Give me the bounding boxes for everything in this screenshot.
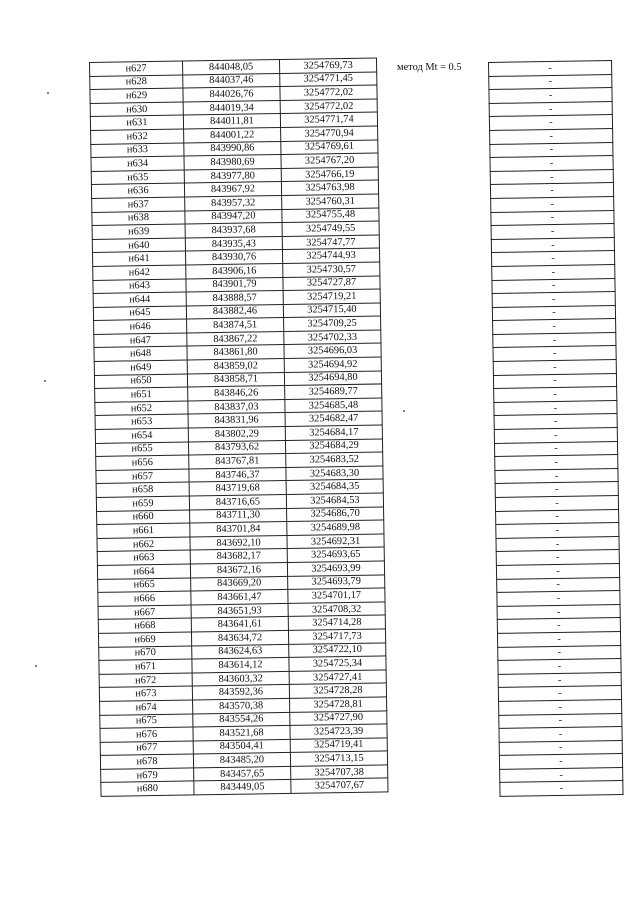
accuracy-cell: -: [499, 740, 622, 756]
y-coordinate-cell: 3254709,25: [284, 316, 381, 331]
y-coordinate-cell: 3254707,38: [291, 765, 388, 780]
x-coordinate-cell: 843614,12: [192, 658, 289, 673]
accuracy-table: [488, 60, 624, 797]
accuracy-cell: -: [493, 360, 616, 376]
x-coordinate-cell: 843592,36: [192, 685, 289, 700]
x-coordinate-cell: 843711,30: [190, 508, 287, 523]
coordinates-table: [89, 57, 389, 796]
y-coordinate-cell: 3254767,20: [281, 153, 378, 168]
y-coordinate-cell: 3254769,61: [281, 140, 378, 155]
x-coordinate-cell: 844048,05: [182, 60, 279, 75]
accuracy-table-body: [489, 61, 624, 797]
accuracy-cell: -: [491, 196, 614, 212]
point-id-cell: н655: [95, 442, 188, 457]
x-coordinate-cell: 843802,29: [188, 426, 285, 441]
point-id-cell: н657: [96, 469, 189, 484]
accuracy-cell: -: [499, 727, 622, 743]
accuracy-cell: -: [496, 563, 619, 579]
x-coordinate-cell: 843682,17: [190, 549, 287, 564]
x-coordinate-cell: 843449,05: [194, 780, 291, 795]
x-coordinate-cell: 843901,79: [186, 277, 283, 292]
accuracy-cell: -: [492, 292, 615, 308]
x-coordinate-cell: 843672,16: [190, 562, 287, 577]
accuracy-cell: -: [499, 713, 622, 729]
point-id-cell: н651: [95, 387, 188, 402]
point-id-cell: н660: [97, 510, 190, 525]
x-coordinate-cell: 843888,57: [186, 291, 283, 306]
y-coordinate-cell: 3254686,70: [287, 507, 384, 522]
y-coordinate-cell: 3254770,94: [281, 126, 378, 141]
x-coordinate-cell: 843651,93: [191, 603, 288, 618]
accuracy-cell: -: [494, 428, 617, 444]
x-coordinate-cell: 843692,10: [190, 535, 287, 550]
y-coordinate-cell: 3254692,31: [287, 534, 384, 549]
point-id-cell: н647: [94, 333, 187, 348]
x-coordinate-cell: 843570,38: [193, 698, 290, 713]
y-coordinate-cell: 3254689,98: [287, 520, 384, 535]
y-coordinate-cell: 3254684,17: [285, 425, 382, 440]
point-id-cell: н666: [98, 591, 191, 606]
y-coordinate-cell: 3254728,28: [289, 683, 386, 698]
x-coordinate-cell: 843957,32: [185, 195, 282, 210]
x-coordinate-cell: 843554,26: [193, 712, 290, 727]
y-coordinate-cell: 3254684,53: [286, 493, 383, 508]
accuracy-cell: -: [494, 414, 617, 430]
accuracy-cell: -: [498, 659, 621, 675]
x-coordinate-cell: 843719,68: [189, 481, 286, 496]
point-id-cell: н641: [92, 251, 185, 266]
accuracy-cell: -: [495, 482, 618, 498]
accuracy-cell: -: [497, 577, 620, 593]
x-coordinate-cell: 843485,20: [193, 753, 290, 768]
point-id-cell: н671: [99, 659, 192, 674]
accuracy-cell: -: [497, 604, 620, 620]
x-coordinate-cell: 843634,72: [191, 630, 288, 645]
point-id-cell: н665: [98, 578, 191, 593]
point-id-cell: н637: [92, 197, 185, 212]
point-id-cell: н650: [94, 374, 187, 389]
point-id-cell: н635: [91, 170, 184, 185]
scan-speck: [47, 92, 49, 94]
point-id-cell: н646: [94, 319, 187, 334]
point-id-cell: н653: [95, 414, 188, 429]
y-coordinate-cell: 3254772,02: [280, 99, 377, 114]
point-id-cell: н679: [101, 768, 194, 783]
x-coordinate-cell: 843990,86: [184, 141, 281, 156]
y-coordinate-cell: 3254725,34: [289, 656, 386, 671]
point-id-cell: н667: [98, 605, 191, 620]
y-coordinate-cell: 3254684,35: [286, 479, 383, 494]
y-coordinate-cell: 3254771,74: [280, 112, 377, 127]
x-coordinate-cell: 843980,69: [184, 155, 281, 170]
accuracy-cell: -: [490, 142, 613, 158]
point-id-cell: н658: [96, 482, 189, 497]
x-coordinate-cell: 843867,22: [187, 331, 284, 346]
x-coordinate-cell: 843947,20: [185, 209, 282, 224]
x-coordinate-cell: 843624,63: [192, 644, 289, 659]
y-coordinate-cell: 3254708,32: [288, 602, 385, 617]
y-coordinate-cell: 3254719,21: [283, 289, 380, 304]
point-id-cell: н628: [90, 75, 183, 90]
y-coordinate-cell: 3254727,90: [290, 710, 387, 725]
point-id-cell: н629: [90, 88, 183, 103]
y-coordinate-cell: 3254771,45: [280, 72, 377, 87]
y-coordinate-cell: 3254684,29: [285, 439, 382, 454]
y-coordinate-cell: 3254719,41: [290, 738, 387, 753]
point-id-cell: н672: [99, 673, 192, 688]
point-id-cell: н632: [91, 129, 184, 144]
y-coordinate-cell: 3254689,77: [285, 384, 382, 399]
point-id-cell: н638: [92, 211, 185, 226]
point-id-cell: н640: [92, 238, 185, 253]
point-id-cell: н645: [93, 306, 186, 321]
y-coordinate-cell: 3254747,77: [282, 235, 379, 250]
accuracy-cell: -: [493, 346, 616, 362]
accuracy-cell: -: [497, 618, 620, 634]
point-id-cell: н662: [97, 537, 190, 552]
x-coordinate-cell: 843767,81: [189, 454, 286, 469]
point-id-cell: н675: [100, 713, 193, 728]
y-coordinate-cell: 3254693,99: [287, 561, 384, 576]
point-id-cell: н631: [90, 115, 183, 130]
accuracy-cell: -: [496, 523, 619, 539]
x-coordinate-cell: 843661,47: [191, 590, 288, 605]
point-id-cell: н636: [91, 183, 184, 198]
y-coordinate-cell: 3254714,28: [288, 615, 385, 630]
accuracy-cell: -: [493, 332, 616, 348]
accuracy-cell: -: [489, 88, 612, 104]
y-coordinate-cell: 3254727,41: [289, 670, 386, 685]
y-coordinate-cell: 3254694,92: [284, 357, 381, 372]
point-id-cell: н664: [97, 564, 190, 579]
accuracy-cell: -: [494, 400, 617, 416]
x-coordinate-cell: 843859,02: [187, 359, 284, 374]
x-coordinate-cell: 844011,81: [183, 114, 280, 129]
accuracy-cell: -: [500, 781, 623, 797]
accuracy-cell: -: [489, 61, 612, 77]
accuracy-cell: -: [492, 264, 615, 280]
accuracy-cell: -: [490, 156, 613, 172]
point-id-cell: н676: [100, 727, 193, 742]
y-coordinate-cell: 3254769,73: [279, 58, 376, 73]
point-id-cell: н659: [96, 496, 189, 511]
x-coordinate-cell: 843457,65: [194, 766, 291, 781]
y-coordinate-cell: 3254693,79: [288, 574, 385, 589]
y-coordinate-cell: 3254760,31: [282, 194, 379, 209]
accuracy-cell: -: [489, 74, 612, 90]
y-coordinate-cell: 3254749,55: [282, 221, 379, 236]
x-coordinate-cell: 843977,80: [184, 168, 281, 183]
x-coordinate-cell: 843858,71: [187, 372, 284, 387]
accuracy-cell: -: [495, 455, 618, 471]
y-coordinate-cell: 3254755,48: [282, 207, 379, 222]
accuracy-cell: -: [491, 210, 614, 226]
accuracy-cell: -: [500, 767, 623, 783]
x-coordinate-cell: 843603,32: [192, 671, 289, 686]
point-id-cell: н648: [94, 346, 187, 361]
point-id-cell: н644: [93, 292, 186, 307]
accuracy-cell: -: [491, 251, 614, 267]
y-coordinate-cell: 3254766,19: [281, 167, 378, 182]
x-coordinate-cell: 843669,20: [191, 576, 288, 591]
x-coordinate-cell: 843846,26: [188, 386, 285, 401]
y-coordinate-cell: 3254702,33: [284, 330, 381, 345]
scan-speck: [35, 665, 37, 667]
x-coordinate-cell: 843935,43: [185, 236, 282, 251]
x-coordinate-cell: 843504,41: [193, 739, 290, 754]
point-id-cell: н677: [100, 741, 193, 756]
y-coordinate-cell: 3254694,80: [284, 371, 381, 386]
point-id-cell: н652: [95, 401, 188, 416]
point-id-cell: н673: [99, 686, 192, 701]
x-coordinate-cell: 843716,65: [189, 494, 286, 509]
scan-speck: [403, 410, 405, 412]
y-coordinate-cell: 3254723,39: [290, 724, 387, 739]
accuracy-cell: -: [492, 305, 615, 321]
accuracy-cell: -: [497, 631, 620, 647]
point-id-cell: н669: [98, 632, 191, 647]
accuracy-cell: -: [493, 319, 616, 335]
point-id-cell: н649: [94, 360, 187, 375]
y-coordinate-cell: 3254715,40: [283, 303, 380, 318]
y-coordinate-cell: 3254713,15: [290, 751, 387, 766]
y-coordinate-cell: 3254693,65: [287, 547, 384, 562]
accuracy-cell: -: [489, 101, 612, 117]
accuracy-cell: -: [496, 509, 619, 525]
y-coordinate-cell: 3254772,02: [280, 85, 377, 100]
accuracy-cell: -: [489, 115, 612, 131]
x-coordinate-cell: 843793,62: [188, 440, 285, 455]
accuracy-cell: -: [491, 224, 614, 240]
point-id-cell: н643: [93, 279, 186, 294]
x-coordinate-cell: 843521,68: [193, 726, 290, 741]
x-coordinate-cell: 844001,22: [184, 127, 281, 142]
point-id-cell: н627: [90, 61, 183, 76]
x-coordinate-cell: 843837,03: [188, 399, 285, 414]
point-id-cell: н668: [98, 618, 191, 633]
x-coordinate-cell: 843701,84: [190, 522, 287, 537]
x-coordinate-cell: 844019,34: [183, 100, 280, 115]
point-id-cell: н674: [100, 700, 193, 715]
y-coordinate-cell: 3254727,87: [283, 275, 380, 290]
accuracy-cell: -: [495, 496, 618, 512]
point-id-cell: н633: [91, 143, 184, 158]
point-id-cell: н680: [101, 781, 194, 796]
y-coordinate-cell: 3254763,98: [281, 180, 378, 195]
accuracy-cell: -: [490, 183, 613, 199]
point-id-cell: н630: [90, 102, 183, 117]
y-coordinate-cell: 3254683,30: [286, 466, 383, 481]
accuracy-cell: -: [498, 672, 621, 688]
accuracy-cell: -: [499, 754, 622, 770]
y-coordinate-cell: 3254744,93: [282, 248, 379, 263]
point-id-cell: н661: [97, 523, 190, 538]
point-id-cell: н634: [91, 156, 184, 171]
accuracy-cell: -: [494, 387, 617, 403]
accuracy-cell: -: [494, 441, 617, 457]
x-coordinate-cell: 844037,46: [183, 73, 280, 88]
accuracy-cell: -: [495, 468, 618, 484]
y-coordinate-cell: 3254685,48: [285, 398, 382, 413]
y-coordinate-cell: 3254722,10: [289, 642, 386, 657]
y-coordinate-cell: 3254707,67: [291, 778, 388, 793]
accuracy-cell: -: [496, 536, 619, 552]
accuracy-cell: -: [498, 645, 621, 661]
point-id-cell: н639: [92, 224, 185, 239]
x-coordinate-cell: 843882,46: [186, 304, 283, 319]
x-coordinate-cell: 843874,51: [187, 318, 284, 333]
y-coordinate-cell: 3254683,52: [286, 452, 383, 467]
y-coordinate-cell: 3254701,17: [288, 588, 385, 603]
accuracy-cell: -: [491, 237, 614, 253]
accuracy-cell: -: [497, 591, 620, 607]
accuracy-cell: -: [499, 699, 622, 715]
y-coordinate-cell: 3254728,81: [290, 697, 387, 712]
x-coordinate-cell: 843746,37: [189, 467, 286, 482]
accuracy-cell: -: [490, 129, 613, 145]
x-coordinate-cell: 843831,96: [188, 413, 285, 428]
x-coordinate-cell: 843937,68: [185, 223, 282, 238]
method-label: метод Mt = 0.5: [397, 62, 462, 73]
y-coordinate-cell: 3254730,57: [283, 262, 380, 277]
point-id-cell: н654: [95, 428, 188, 443]
x-coordinate-cell: 843930,76: [185, 250, 282, 265]
x-coordinate-cell: 843861,80: [187, 345, 284, 360]
point-id-cell: н656: [96, 455, 189, 470]
y-coordinate-cell: 3254696,03: [284, 343, 381, 358]
point-id-cell: н670: [99, 645, 192, 660]
accuracy-cell: -: [496, 550, 619, 566]
coordinates-table-body: [90, 58, 388, 796]
scan-speck: [44, 380, 46, 382]
accuracy-cell: -: [498, 686, 621, 702]
accuracy-cell: -: [493, 373, 616, 389]
x-coordinate-cell: 844026,76: [183, 87, 280, 102]
point-id-cell: н678: [100, 754, 193, 769]
y-coordinate-cell: 3254682,47: [285, 411, 382, 426]
point-id-cell: н642: [93, 265, 186, 280]
y-coordinate-cell: 3254717,73: [288, 629, 385, 644]
x-coordinate-cell: 843906,16: [186, 263, 283, 278]
x-coordinate-cell: 843641,61: [191, 617, 288, 632]
point-id-cell: н663: [97, 550, 190, 565]
x-coordinate-cell: 843967,92: [184, 182, 281, 197]
accuracy-cell: -: [490, 169, 613, 185]
accuracy-cell: -: [492, 278, 615, 294]
table-row: [500, 781, 623, 797]
